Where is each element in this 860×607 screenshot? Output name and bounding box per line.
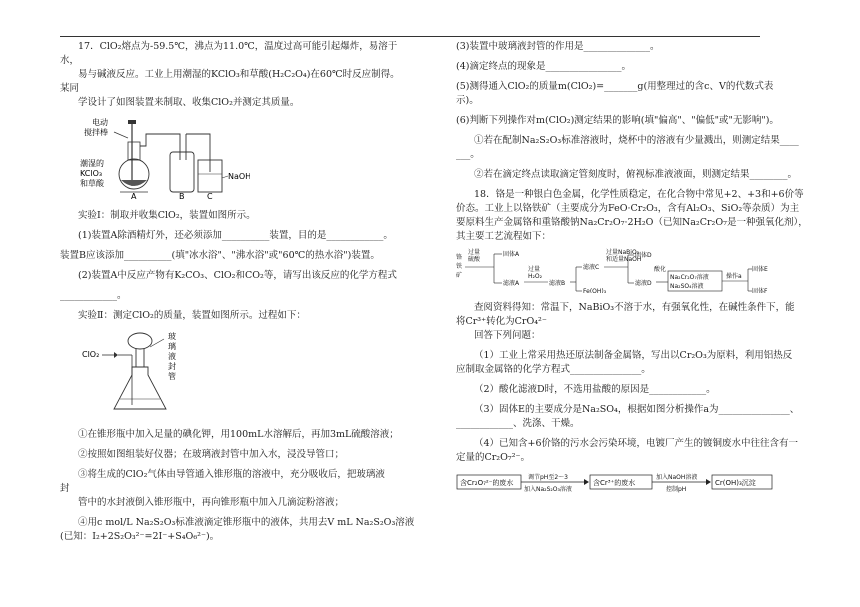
exp2-title: 实验Ⅱ：测定ClO₂的质量，装置如图所示。过程如下： (78, 310, 306, 321)
step-4-line1: ④用c mol/L Na₂S₂O₃标准液滴定锥形瓶中的液体，共用去V mL Na₂S₂O₃溶液 (78, 517, 415, 528)
flow-box-line1: Na₂Cr₂O₇溶液 (670, 274, 709, 281)
q17-line3: 易与碱液反应。工业上用潮湿的KClO₃和草酸(H₂C₂O₄)在60℃时反应制得。 (78, 69, 400, 80)
stirrer-label-1: 电动 (92, 118, 108, 127)
reagent-label-1: 潮湿的 (80, 159, 104, 168)
bflow-box-2: 含Cr³⁺的废水 (593, 479, 636, 487)
step-1: ①在锥形瓶中加入足量的碘化钾，用100mL水溶解后，再加3mL硫酸溶液； (78, 429, 399, 440)
seal-char-1: 玻 (168, 332, 176, 341)
q18-line3: 要原料生产金属铬和重铬酸钠Na₂Cr₂O₇·2H₂O（已知Na₂Cr₂O₇是一种强氧化剂）， (456, 217, 808, 228)
seal-char-4: 封 (168, 362, 176, 371)
seal-char-5: 管 (168, 372, 176, 381)
answer-prompt: 回答下列问题： (474, 330, 541, 341)
step-4-line2: (已知：I₂+2S₂O₃²⁻=2I⁻+S₄O₆²⁻)。 (60, 531, 220, 542)
q4: (4)滴定终点的现象是________________。 (456, 61, 631, 72)
exp1-q2-line1: (2)装置A中反应产物有K₂CO₃、ClO₂和CO₂等，请写出该反应的化学方程式 (78, 270, 397, 281)
flow-h2o2-1: 过量 (528, 266, 541, 273)
q17-line4: 某同 (60, 83, 80, 94)
q17-line5: 学设计了如图装置来制取、收集ClO₂并测定其质量。 (78, 97, 300, 108)
reagent-label-3: 和草酸 (80, 179, 104, 188)
apparatus-diagram-2 (80, 327, 200, 419)
a1-line2: 应制取金属铬的化学方程式_______________。 (456, 364, 651, 375)
flow-filtrate-b: 滤液B (549, 280, 566, 287)
flow-acid-2: 硫酸 (468, 256, 481, 263)
clo2-label: ClO₂ (82, 350, 100, 359)
a3-line1: （3）固体E的主要成分是Na₂SO₄，根据如图分析操作a为_______________、 (474, 404, 800, 415)
flow-start-2: 铁 (456, 263, 463, 270)
flow-solid-f: 固体F (752, 288, 768, 293)
q6-1-line1: ①若在配制Na₂S₂O₃标准溶液时，烧杯中的溶液有少量溅出，则测定结果____ (474, 135, 799, 146)
flow-filtrate-a: 滤液A (503, 280, 520, 287)
exp1-q1-line2: 装置B应该添加__________(填"冰水浴"、"沸水浴"或"60℃的热水浴")装置。 (60, 250, 380, 261)
q6-1-line2: ___。 (456, 149, 480, 160)
a2: （2）酸化滤液D时，不选用盐酸的原因是____________。 (474, 384, 716, 395)
q5-line2: 示)。 (456, 95, 479, 106)
info-line1: 查阅资料得知：常温下，NaBiO₃不溶于水，有强氧化性，在碱性条件下，能 (474, 302, 795, 313)
label-a: A (131, 192, 137, 200)
step-3-line1: ③将生成的ClO₂气体由导管通入锥形瓶的溶液中，充分吸收后，把玻璃液 (78, 469, 385, 480)
bflow-box-3: Cr(OH)₃沉淀 (715, 479, 756, 487)
flow-feoh3: Fe(OH)₃ (583, 288, 607, 293)
q18-line4: 其主要工艺流程如下： (456, 231, 552, 242)
naoh-label: NaOH (228, 172, 250, 181)
q3: (3)装置中玻璃液封管的作用是______________。 (456, 41, 660, 52)
a3-line2: ____________、洗涤、干燥。 (456, 418, 580, 429)
exp1-q1-line1: (1)装置A除酒精灯外，还必须添加__________装置，目的是____________。 (78, 230, 393, 241)
flow-filtrate-d: 滤液D (635, 280, 652, 287)
bflow-arrow2-top: 加入NaOH溶液 (656, 474, 698, 481)
step-3-line2: 封 (60, 483, 70, 494)
flow-start-1: 铬 (456, 254, 463, 261)
q6: (6)判断下列操作对m(ClO₂)测定结果的影响(填"偏高"、"偏低"或"无影响")。 (456, 115, 779, 126)
seal-char-2: 璃 (168, 342, 176, 351)
right-column (456, 40, 808, 498)
flow-acid-1: 过量 (468, 249, 481, 256)
label-b: B (179, 192, 185, 200)
exp1-q2-line2: ____________。 (60, 290, 127, 301)
flow-solid-a: 固体A (503, 251, 520, 258)
reagent-label-2: KClO₃ (80, 169, 103, 178)
q17-line2: 水， (60, 55, 80, 66)
flow-operation-a: 操作a (726, 273, 742, 280)
process-flowchart (456, 247, 774, 293)
step-3-line3: 管中的水封液倒入锥形瓶中，再向锥形瓶中加入几滴淀粉溶液； (78, 497, 345, 508)
seal-char-3: 液 (168, 352, 176, 361)
left-column (60, 40, 440, 544)
a1-line1: （1）工业上常采用热还原法制备金属铬，写出以Cr₂O₃为原料，利用铝热反 (474, 350, 793, 361)
bflow-arrow1-top: 调节pH至2～3 (528, 474, 568, 481)
q17-line1: 17．ClO₂熔点为-59.5℃，沸点为11.0℃，温度过高可能引起爆炸，易溶于 (78, 41, 398, 52)
a4-line1: （4）已知含+6价铬的污水会污染环境，电镀厂产生的镀铜废水中往往含有一 (474, 438, 799, 449)
flow-nabio3-2: 和适量NaOH (606, 256, 642, 263)
flow-start-3: 矿 (456, 272, 463, 279)
q18-line1: 18．铬是一种银白色金属，化学性质稳定，在化合物中常见+2、+3和+6价等 (474, 189, 804, 200)
label-c: C (207, 192, 213, 200)
flow-solid-e: 固体E (752, 266, 768, 273)
flow-filtrate-c: 滤液C (583, 264, 600, 271)
flow-acidify-1: 酸化 (654, 266, 667, 273)
wastewater-flowchart (456, 471, 774, 493)
bflow-box-1: 含Cr₂O₇²⁻的废水 (460, 479, 514, 487)
bflow-arrow1-bottom: 加入Na₂S₂O₃溶液 (524, 486, 572, 493)
flow-nabio3-1: 过量NaBiO₃ (606, 249, 640, 256)
info-line2: 将Cr³⁺转化为CrO₄²⁻ (456, 316, 547, 327)
flow-box-line2: Na₂SO₄溶液 (670, 283, 704, 290)
step-2: ②按照如图组装好仪器；在玻璃液封管中加入水，浸没导管口； (78, 449, 345, 460)
q5-line1: (5)测得通入ClO₂的质量m(ClO₂)=_______g(用整理过的含c、V的代数式表 (456, 81, 774, 92)
q6-2: ②若在滴定终点读取滴定管刻度时，俯视标准液液面，则测定结果________。 (474, 169, 798, 180)
a4-line2: 定量的Cr₂O₇²⁻。 (456, 452, 531, 463)
flow-solid-d: 固体D (635, 252, 652, 259)
header-rule (60, 36, 760, 37)
flow-h2o2-2: H₂O₂ (528, 273, 543, 280)
q18-line2: 价态。工业上以铬铁矿（主要成分为FeO·Cr₂O₃，含有Al₂O₃、SiO₂等杂质）为主 (456, 203, 800, 214)
bflow-arrow2-bottom: 控制pH (666, 486, 687, 493)
stirrer-label-2: 搅拌棒 (84, 128, 108, 137)
apparatus-diagram-1 (70, 116, 250, 200)
exp1-title: 实验Ⅰ：制取并收集ClO₂，装置如图所示。 (78, 210, 256, 221)
